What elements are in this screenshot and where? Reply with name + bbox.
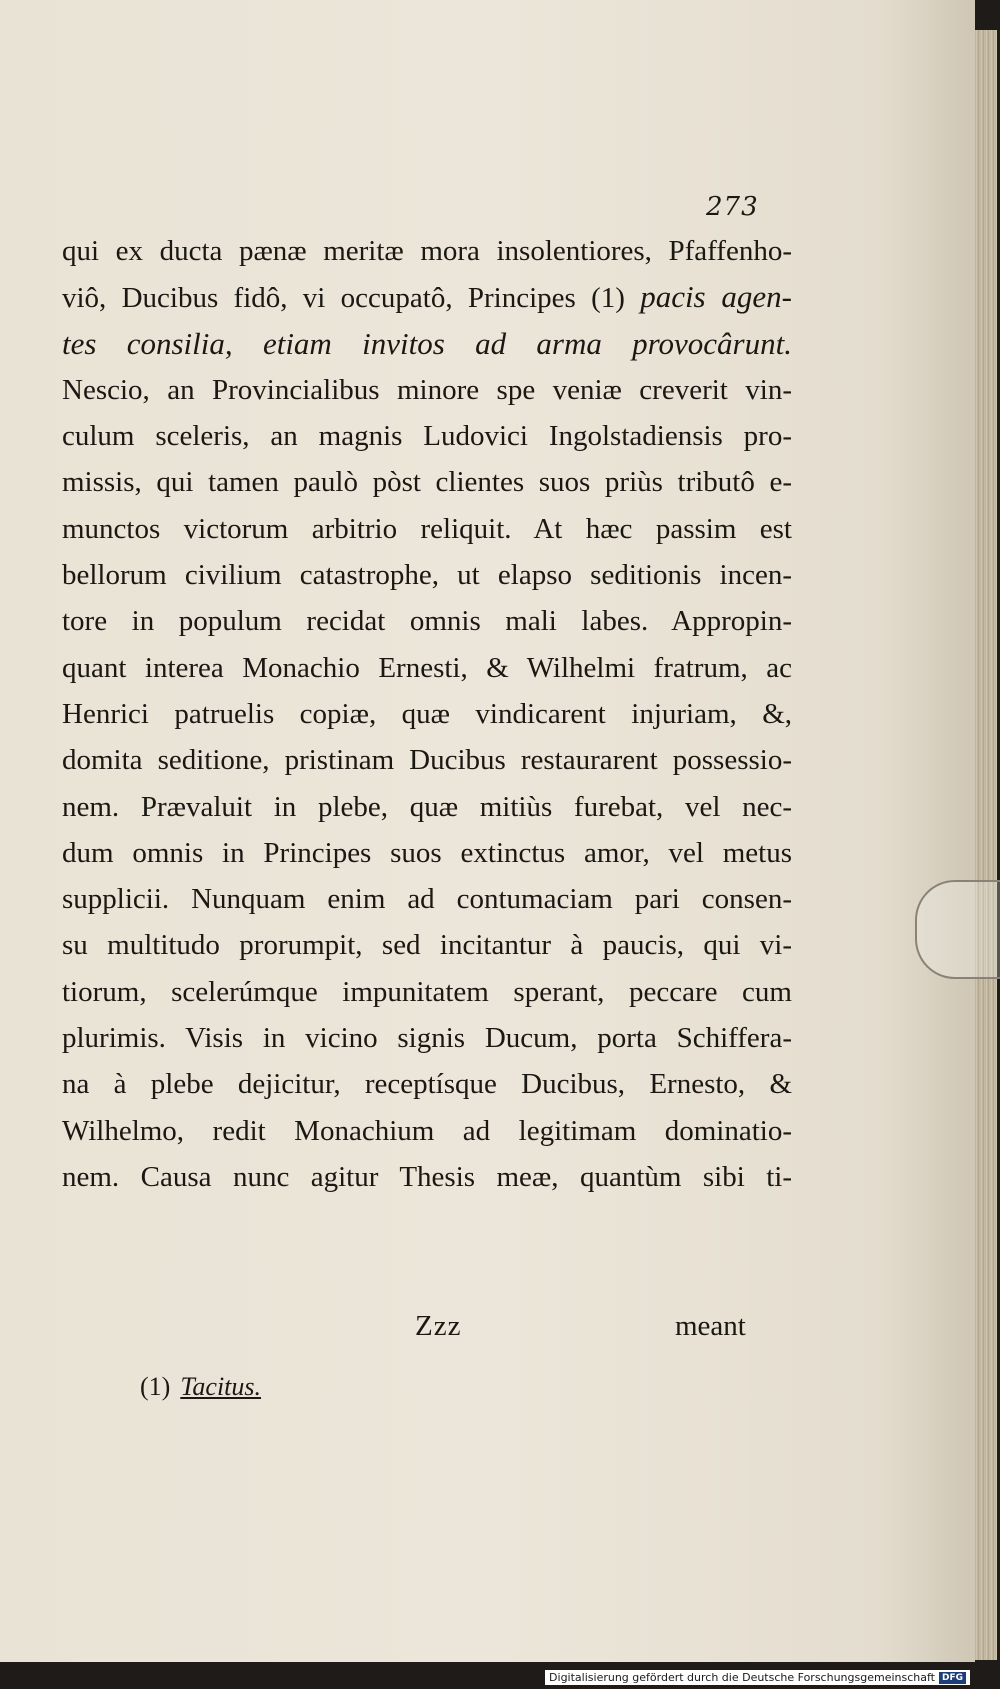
footnote-marker: (1)	[140, 1372, 171, 1401]
text-line	[62, 228, 792, 274]
page-number: 273	[706, 192, 759, 222]
text-line	[62, 969, 792, 1015]
text-line	[62, 367, 792, 413]
text-line-roman: tiorum, scelerúmque impunitatem sperant, peccare cum	[62, 975, 792, 1008]
text-line-roman: viô, Ducibus fidô, vi occupatô, Principes (1)	[62, 282, 641, 315]
text-line	[62, 413, 792, 459]
text-line-roman: plurimis. Visis in vicino signis Ducum, porta Schiffera-	[62, 1022, 792, 1055]
text-line	[62, 506, 792, 552]
text-line	[62, 691, 792, 737]
signature-mark: Zzz	[415, 1310, 462, 1342]
text-line	[62, 274, 792, 320]
text-line	[62, 922, 792, 968]
text-line-roman: quant interea Monachio Ernesti, & Wilhelmi fratrum, ac	[62, 651, 792, 684]
text-line-italic: tes consilia, etiam invitos ad arma provocârunt.	[62, 325, 792, 361]
text-line-roman: tore in populum recidat omnis mali labes. Appropin-	[62, 605, 792, 638]
text-line	[62, 321, 792, 367]
text-line-roman: su multitudo prorumpit, sed incitantur à paucis, qui vi-	[62, 929, 792, 962]
text-line-roman: qui ex ducta pænæ meritæ mora insolentiores, Pfaffenho-	[62, 235, 792, 267]
text-line	[62, 1154, 792, 1200]
footnote	[140, 1372, 261, 1402]
dfg-logo: DFG	[939, 1672, 966, 1684]
text-line-roman: munctos victorum arbitrio reliquit. At hæc passim est	[62, 512, 792, 545]
text-line	[62, 784, 792, 830]
text-line-roman: supplicii. Nunquam enim ad contumaciam pari consen-	[62, 883, 792, 916]
text-line	[62, 598, 792, 644]
body-text	[62, 228, 792, 1200]
text-line	[62, 645, 792, 691]
digitization-credit	[545, 1670, 970, 1685]
text-line-roman: nem. Prævaluit in plebe, quæ mitiùs furebat, vel nec-	[62, 790, 792, 823]
text-line	[62, 830, 792, 876]
text-line	[62, 459, 792, 505]
text-line-roman: dum omnis in Principes suos extinctus amor, vel metus	[62, 836, 792, 869]
text-line-roman: domita seditione, pristinam Ducibus restaurarent possessio-	[62, 744, 792, 777]
text-line	[62, 1061, 792, 1107]
footnote-text: Tacitus.	[180, 1372, 262, 1401]
catchword: meant	[675, 1310, 746, 1342]
text-line-roman: missis, qui tamen paulò pòst clientes suos priùs tributô e-	[62, 466, 792, 499]
text-line-roman: Nescio, an Provincialibus minore spe veniæ creverit vin-	[62, 373, 792, 406]
text-line	[62, 737, 792, 783]
text-line-roman: Henrici patruelis copiæ, quæ vindicarent injuriam, &,	[62, 697, 792, 730]
page-edges	[975, 30, 997, 1660]
text-line-italic: pacis agen-	[640, 279, 792, 315]
text-line-roman: Wilhelmo, redit Monachium ad legitimam dominatio-	[62, 1114, 792, 1147]
text-line	[62, 1015, 792, 1061]
page-clip-shape	[915, 880, 1000, 979]
text-line-roman: na à plebe dejicitur, receptísque Ducibus, Ernesto, &	[62, 1068, 792, 1101]
text-line-roman: bellorum civilium catastrophe, ut elapso seditionis incen-	[62, 559, 792, 592]
text-line-roman: nem. Causa nunc agitur Thesis meæ, quantùm sibi ti-	[62, 1160, 792, 1193]
text-line	[62, 1108, 792, 1154]
credit-text: Digitalisierung gefördert durch die Deutsche Forschungsgemeinschaft	[549, 1671, 935, 1684]
text-line	[62, 552, 792, 598]
text-line	[62, 876, 792, 922]
text-line-roman: culum sceleris, an magnis Ludovici Ingolstadiensis pro-	[62, 420, 792, 453]
